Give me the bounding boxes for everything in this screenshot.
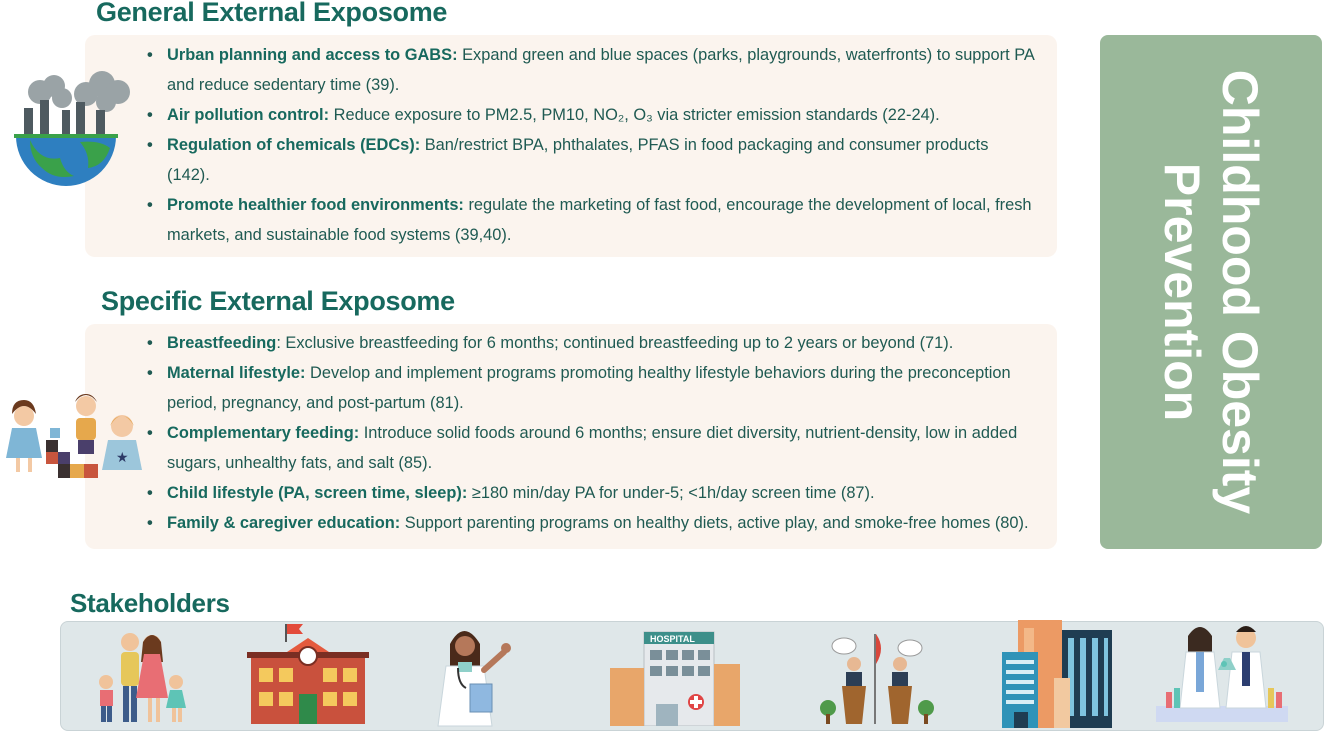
childhood-obesity-prevention-label bbox=[1153, 70, 1269, 514]
general-bullet-item bbox=[145, 190, 1035, 250]
specific-bullet-item-heading: Child lifestyle (PA, screen time, sleep): bbox=[167, 484, 468, 502]
specific-bullet-item-heading: Breastfeeding bbox=[167, 334, 277, 352]
specific-bullet-item-text: Support parenting programs on healthy diets, active play, and smoke-free homes (80). bbox=[400, 514, 1029, 532]
specific-bullet-item-text: ≥180 min/day PA for under-5; <1h/day screen time (87). bbox=[467, 484, 875, 502]
general-section-title: General External Exposome bbox=[96, 0, 448, 27]
doctor-icon bbox=[430, 624, 526, 728]
side-label-line2: Prevention bbox=[1154, 162, 1210, 422]
specific-bullet-item bbox=[145, 418, 1045, 478]
general-bullet-list bbox=[145, 40, 1035, 250]
general-bullet-item-text: Reduce exposure to PM2.5, PM10, NO₂, O₃ via stricter emission standards (22-24). bbox=[329, 106, 940, 124]
specific-section-title: Specific External Exposome bbox=[101, 286, 455, 316]
general-bullet-item bbox=[145, 40, 1035, 100]
polluted-earth-icon bbox=[10, 70, 138, 198]
scientists-icon bbox=[1156, 622, 1288, 726]
specific-bullet-item bbox=[145, 328, 1045, 358]
city-buildings-icon bbox=[1000, 618, 1114, 728]
specific-bullet-item-text: : Exclusive breastfeeding for 6 months; continued breastfeeding up to 2 years or beyond (71). bbox=[276, 334, 954, 352]
school-icon bbox=[245, 622, 371, 726]
side-label-line1: Childhood Obesity bbox=[1212, 69, 1268, 515]
specific-bullet-item-heading: Maternal lifestyle: bbox=[167, 364, 306, 382]
specific-bullet-item bbox=[145, 508, 1045, 538]
specific-bullet-item-heading: Complementary feeding: bbox=[167, 424, 360, 442]
family-icon bbox=[88, 628, 198, 728]
general-bullet-item bbox=[145, 130, 1035, 190]
stakeholders-title: Stakeholders bbox=[70, 588, 230, 618]
general-bullet-item-text: Expand green and blue spaces (parks, playgrounds, waterfronts) to support PA and reduce sedentary time (39). bbox=[167, 46, 1034, 94]
general-bullet-item-heading: Urban planning and access to GABS: bbox=[167, 46, 458, 64]
hospital-sign: HOSPITAL bbox=[650, 634, 695, 644]
specific-bullet-item-text: Develop and implement programs promoting healthy lifestyle behaviors during the preconception period, pregnancy, and post-partum (81). bbox=[167, 364, 1011, 412]
general-bullet-item bbox=[145, 100, 1035, 130]
specific-bullet-item-text: Introduce solid foods around 6 months; ensure diet diversity, nutrient-density, low in added sugars, unhealthy fats, and salt (85). bbox=[167, 424, 1018, 472]
politicians-icon bbox=[818, 630, 936, 726]
specific-bullet-item bbox=[145, 358, 1045, 418]
specific-panel bbox=[85, 324, 1057, 549]
general-panel bbox=[85, 35, 1057, 257]
general-bullet-item-heading: Air pollution control: bbox=[167, 106, 330, 124]
specific-bullet-item bbox=[145, 478, 1045, 508]
specific-bullet-list bbox=[145, 328, 1045, 538]
general-bullet-item-text: Ban/restrict BPA, phthalates, PFAS in food packaging and consumer products (142). bbox=[167, 136, 989, 184]
children-playing-icon bbox=[2, 388, 147, 480]
hospital-icon bbox=[608, 630, 742, 726]
specific-bullet-item-heading: Family & caregiver education: bbox=[167, 514, 401, 532]
general-bullet-item-heading: Regulation of chemicals (EDCs): bbox=[167, 136, 421, 154]
svg-text:★: ★ bbox=[116, 449, 129, 465]
general-bullet-item-text: regulate the marketing of fast food, encourage the development of local, fresh markets, and sustainable food systems (39,40). bbox=[167, 196, 1032, 244]
general-bullet-item-heading: Promote healthier food environments: bbox=[167, 196, 464, 214]
